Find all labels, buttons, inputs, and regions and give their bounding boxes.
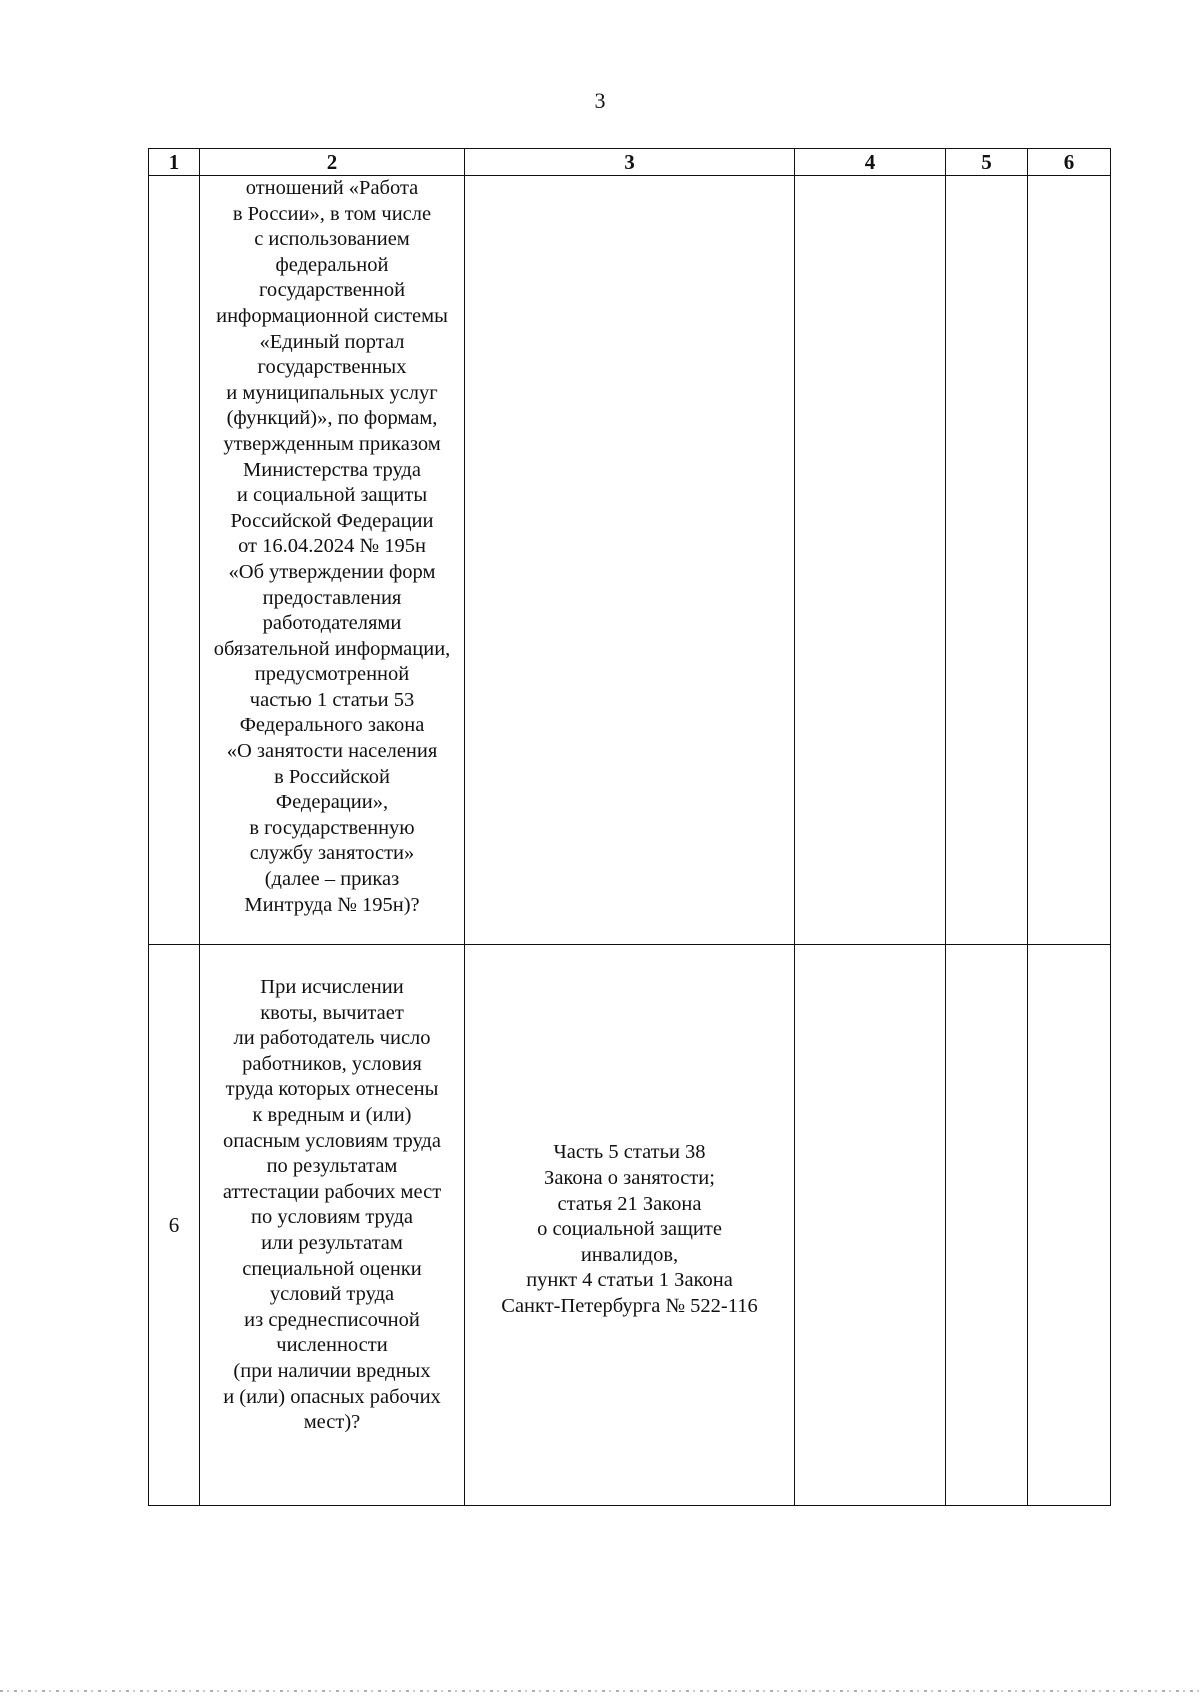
legal-basis-cell <box>465 176 795 945</box>
question-cell <box>200 945 465 1506</box>
header-col-1: 1 <box>149 149 200 176</box>
row-number-cell <box>149 176 200 945</box>
answer-cell-col5 <box>946 945 1028 1506</box>
header-col-6: 6 <box>1028 149 1111 176</box>
answer-cell-col4 <box>795 176 946 945</box>
answer-cell-col6 <box>1028 176 1111 945</box>
table-row <box>149 176 1111 945</box>
answer-cell-col6 <box>1028 945 1111 1506</box>
legal-basis-text: Часть 5 статьи 38 Закона о занятости; статья 21 Закона о социальной защите инвалидов, пункт 4 статьи 1 Закона Санкт-Петербурга № 522-116 <box>501 1141 758 1317</box>
header-col-5: 5 <box>946 149 1028 176</box>
header-col-4: 4 <box>795 149 946 176</box>
checklist-table <box>148 148 1111 1506</box>
scan-artifact-line <box>0 1690 1200 1692</box>
legal-basis-cell <box>465 945 795 1506</box>
question-text: При исчислении квоты, вычитает ли работодатель число работников, условия труда которых отнесены к вредным и (или) опасным условиям труда по результатам аттестации рабочих мест по условиям труда или результатам специальной оценки условий труда из среднесписочной численности (при наличии вредных и (или) опасных рабочих мест)? <box>222 976 442 1434</box>
question-cell <box>200 176 465 945</box>
table-header-row <box>149 149 1111 176</box>
table-row <box>149 945 1111 1506</box>
header-col-3: 3 <box>465 149 795 176</box>
answer-cell-col5 <box>946 176 1028 945</box>
page-number: 3 <box>594 88 606 113</box>
answer-cell-col4 <box>795 945 946 1506</box>
header-col-2: 2 <box>200 149 465 176</box>
row-number-cell: 6 <box>149 945 200 1506</box>
question-text: отношений «Работа в России», в том числе с использованием федеральной государственной информационной системы «Единый портал государственных и муниципальных услуг (функций)», по формам, утвержденным приказом Министерства труда и социальной защиты Российской Федерации от 16.04.2024 № 195н «Об утверждении форм предоставления работодателями обязательной информации, предусмотренной частью 1 статьи 53 Федерального закона «О занятости населения в Российской Федерации», в государственную службу занятости» (далее – приказ Минтруда № 195н)? <box>213 177 451 916</box>
